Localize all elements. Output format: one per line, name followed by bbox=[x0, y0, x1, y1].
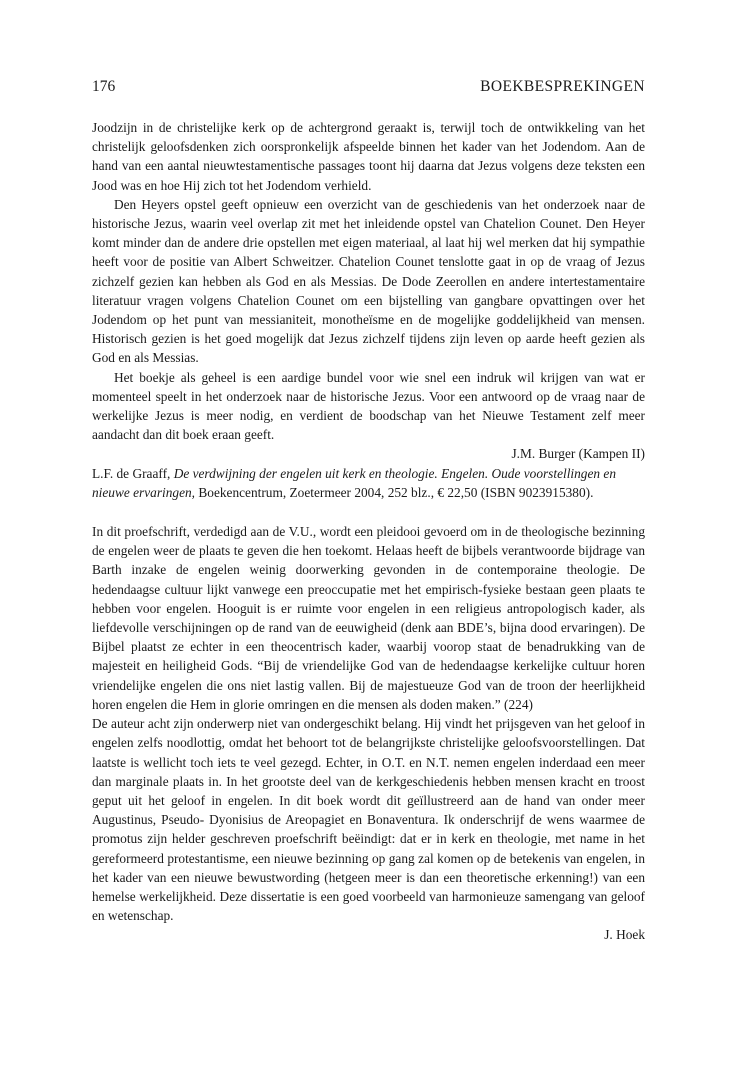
review-hoek bbox=[92, 522, 645, 944]
book-details: Boekencentrum, Zoetermeer 2004, 252 blz., € 22,50 (ISBN 9023915380). bbox=[195, 484, 594, 500]
review1-signature: J.M. Burger (Kampen II) bbox=[511, 446, 645, 462]
spacer bbox=[92, 502, 645, 522]
page-number: 176 bbox=[92, 78, 116, 95]
review1-paragraph-3: Het boekje als geheel is een aardige bundel voor wie snel een indruk wil krijgen van wat er momenteel speelt in het onderzoek naar de historische Jezus. Voor een antwoord op de vraag naar de werkelijke Jezus is meer nodig, en verdient de boodschap van het Nieuwe Testament zelf meer aandacht dan dit boek eraan geeft. bbox=[92, 369, 645, 443]
review1-paragraph-2: Den Heyers opstel geeft opnieuw een overzicht van de geschiedenis van het onderzoek naar de historische Jezus, waarin veel overlap zit met het inleidende opstel van Chatelion Counet. Den Heyer komt minder dan de andere drie opstellen met eigen materiaal, al laat hij wel merken dat hij sympathie heeft voor de positie van Albert Schweitzer. Chatelion Counet tenslotte gaat in op de vraag of Jezus zichzelf gezien kan hebben als God en als Messias. De Dode Zeerollen en andere intertestamentaire literatuur vragen volgens Chatelion Counet om een bijstelling van gangbare opvattingen over het Jodendom op het punt van messianiteit, monotheïsme en de mogelijke goddelijkheid van mensen. Historisch gezien is het goed mogelijk dat Jezus zichzelf tijdens zijn leven op aarde heeft gezien als God en als Messias. bbox=[92, 196, 645, 366]
review-burger bbox=[92, 118, 645, 464]
running-title: BOEKBESPREKINGEN bbox=[480, 78, 645, 95]
review2-paragraph-1: In dit proefschrift, verdedigd aan de V.U., wordt een pleidooi gevoerd om in de theologische bezinning de engelen weer de plaats te geven die hen toekomt. Helaas heeft de bijbels verantwoorde bijdrage van Barth inzake de engelen weinig doorwerking gevonden in de contemporaine theologie. De hedendaagse cultuur lijkt vanwege een preoccupatie met het empirisch-fysieke bestaan geen plaats te hebben voor engelen. Hooguit is er ruimte voor engelen in een religieus antropologisch kader, als liefdevolle verschijningen op de rand van de eeuwigheid (denk aan BDE’s, bijna dood ervaringen). De Bijbel plaatst ze echter in een theocentrisch kader, waarbij voorop staat de benadrukking van de majesteit en heiligheid Gods. “Bij de vriendelijke God van de hedendaagse kerkelijke cultuur horen vriendelijke engelen die ons niet lastig vallen. Bij de majestueuze God van de troon der heerlijkheid horen engelen die Hem in glorie omringen en die mensen als doden maken.” (224) bbox=[92, 524, 645, 712]
running-header bbox=[92, 77, 645, 97]
book-author: L.F. de Graaff, bbox=[92, 465, 174, 481]
book-title: De verdwijning der engelen uit kerk en theologie. Engelen. Oude voorstellingen en nieuwe ervaringen, bbox=[92, 465, 616, 500]
review2-signature: J. Hoek bbox=[604, 927, 645, 943]
book-reference bbox=[92, 464, 645, 502]
review1-paragraph-1: Joodzijn in de christelijke kerk op de achtergrond geraakt is, terwijl toch de ontwikkeling van het christelijk geloofsdenken zich oorspronkelijk afspeelde binnen het kader van het Jodendom. Aan de hand van een aantal nieuwtestamentische passages toont hij daarna dat Jezus volgens deze teksten een Jood was en hoe Hij zich tot het Jodendom verhield. bbox=[92, 120, 645, 193]
review2-paragraph-2: De auteur acht zijn onderwerp niet van ondergeschikt belang. Hij vindt het prijsgeven van het geloof in engelen zelfs noodlottig, omdat het behoort tot de belangrijkste christelijke geloofsvoorstellingen. Dat laatste is wellicht toch iets te veel gezegd. Echter, in O.T. en N.T. nemen engelen inderdaad een meer dan marginale plaats in. In het grootste deel van de kerkgeschiedenis hebben mensen kracht en troost geput uit het geloof in engelen. In dit boek wordt dit geïllustreerd aan de hand van onder meer Augustinus, Pseudo- Dyonisius de Areopagiet en Bonaventura. Ik onderschrijf de wens waarmee de promotus zijn helder geschreven proefschrift beëindigt: dat er in kerk en theologie, met name in het gereformeerd protestantisme, een nieuwe bezinning op gang zal komen op de betekenis van engelen, in het kader van een nieuwe bewustwording (hetgeen meer is dan een theoretische erkenning!) van een hemelse werkelijkheid. Deze dissertatie is een goed voorbeeld van harmonieuze samengang van geloof en wetenschap. bbox=[92, 716, 645, 924]
page-body bbox=[92, 118, 645, 945]
